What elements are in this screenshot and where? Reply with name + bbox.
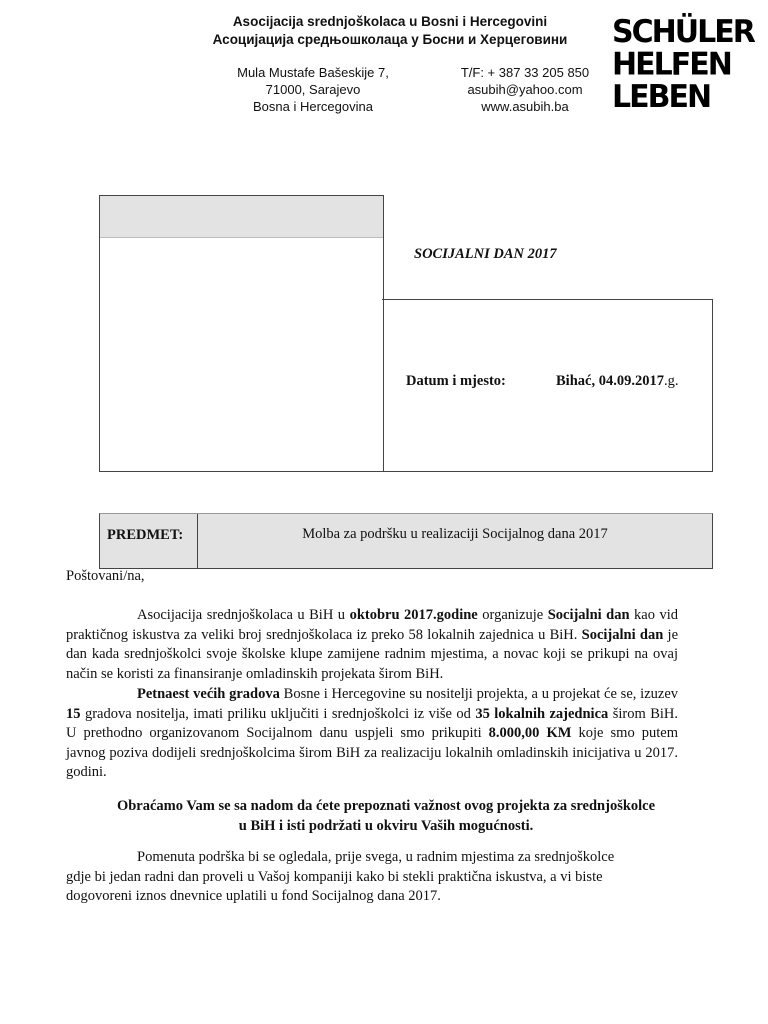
p3-line-1: Pomenuta podrška bi se ogledala, prije svega, u radnim mjestima za srednjoškolce xyxy=(137,849,615,865)
date-place-value xyxy=(556,373,678,390)
contact-email[interactable]: asubih@yahoo.com xyxy=(467,82,583,97)
logo-line-1: SCHÜLER xyxy=(612,13,754,51)
logo-line-3: LEBEN xyxy=(612,78,711,116)
date-place-label: Datum i mjesto: xyxy=(406,373,506,389)
org-contact xyxy=(440,64,610,115)
p2-text-3: širom BiH. U prethodno organizovanom Socijalnom danu uspjeli smo prikupiti xyxy=(66,705,678,741)
date-place-suffix: .g. xyxy=(663,373,679,389)
recipient-header-cell xyxy=(100,196,383,238)
p1-text-2: organizuje xyxy=(477,607,548,623)
address-city: 71000, Sarajevo xyxy=(265,82,361,97)
address-street: Mula Mustafe Bašeskije 7, xyxy=(237,65,389,80)
logo-line-2: HELFEN xyxy=(612,46,731,83)
org-name-cyrillic: Асоцијација средњошколаца у Босни и Херцеговини xyxy=(212,32,568,47)
date-place-box xyxy=(382,299,713,472)
org-name-latin: Asocijacija srednjoškolaca u Bosni i Hercegovini xyxy=(232,14,548,29)
contact-website[interactable]: www.asubih.ba xyxy=(481,99,569,114)
schuler-helfen-leben-logo xyxy=(612,13,754,116)
p1-text-1: Asocijacija srednjoškolaca u BiH u xyxy=(137,607,350,623)
org-address xyxy=(218,64,408,115)
p2-bold-2: 15 xyxy=(66,705,81,722)
paragraph-2 xyxy=(66,685,678,783)
subject-label: PREDMET: xyxy=(107,527,184,543)
paragraph-1 xyxy=(66,606,678,684)
appeal xyxy=(66,796,706,836)
subject-text: Molba za podršku u realizaciji Socijalnog dana 2017 xyxy=(302,526,608,542)
appeal-line-1: Obraćamo Vam se sa nadom da ćete prepoznati važnost ovog projekta za srednjoškolce xyxy=(116,798,656,814)
p3-line-2: gdje bi jedan radni dan proveli u Vašoj kompaniji kako bi stekli praktična iskustva, a vi biste xyxy=(66,868,603,885)
p2-text-1: Bosne i Hercegovine su nositelji projekta, a u projekat će se, izuzev xyxy=(279,686,679,702)
appeal-line-2: u BiH i isti podržati u okviru Vaših mogućnosti. xyxy=(238,818,534,834)
p1-bold-1: oktobru 2017.godine xyxy=(349,607,478,623)
p2-bold-3: 35 lokalnih zajednica xyxy=(475,705,609,722)
p2-text-4: koje smo putem javnog poziva dodijeli srednjoškolcima širom BiH za realizaciju lokalnih omladinskih inicijativa u 2017. godini. xyxy=(66,725,678,780)
p2-text-2: gradova nositelja, imati priliku uključiti i srednjoškolci iz više od xyxy=(80,705,476,722)
p1-text-4: je dan kada srednjoškolci svoje školske klupe zamijene radnim mjestima, a novac koji se prikupi na ovaj način se koristi za finansiranje omladinskih projekata širom BiH. xyxy=(66,626,679,682)
p3-line-3: dogovoreni iznos dnevnice uplatili u fond Socijalnog dana 2017. xyxy=(66,888,441,904)
greeting: Poštovani/na, xyxy=(66,568,145,584)
p1-text-3: kao vid praktičnog iskustva za veliki broj srednjoškolaca iz preko 58 lokalnih zajednica u BiH. xyxy=(66,607,679,643)
address-country: Bosna i Hercegovina xyxy=(253,99,373,114)
p1-bold-2: Socijalni dan xyxy=(547,607,630,623)
p1-bold-3: Socijalni dan xyxy=(581,626,664,643)
subject-box xyxy=(99,513,713,569)
paragraph-3 xyxy=(66,848,706,907)
p2-bold-1: Petnaest većih gradova xyxy=(137,686,280,702)
date-place-date: Bihać, 04.09.2017 xyxy=(556,373,664,389)
document-title: SOCIJALNI DAN 2017 xyxy=(414,246,557,262)
contact-phone: T/F: + 387 33 205 850 xyxy=(460,65,590,80)
recipient-box xyxy=(99,195,384,472)
p2-bold-4: 8.000,00 KM xyxy=(488,725,572,741)
